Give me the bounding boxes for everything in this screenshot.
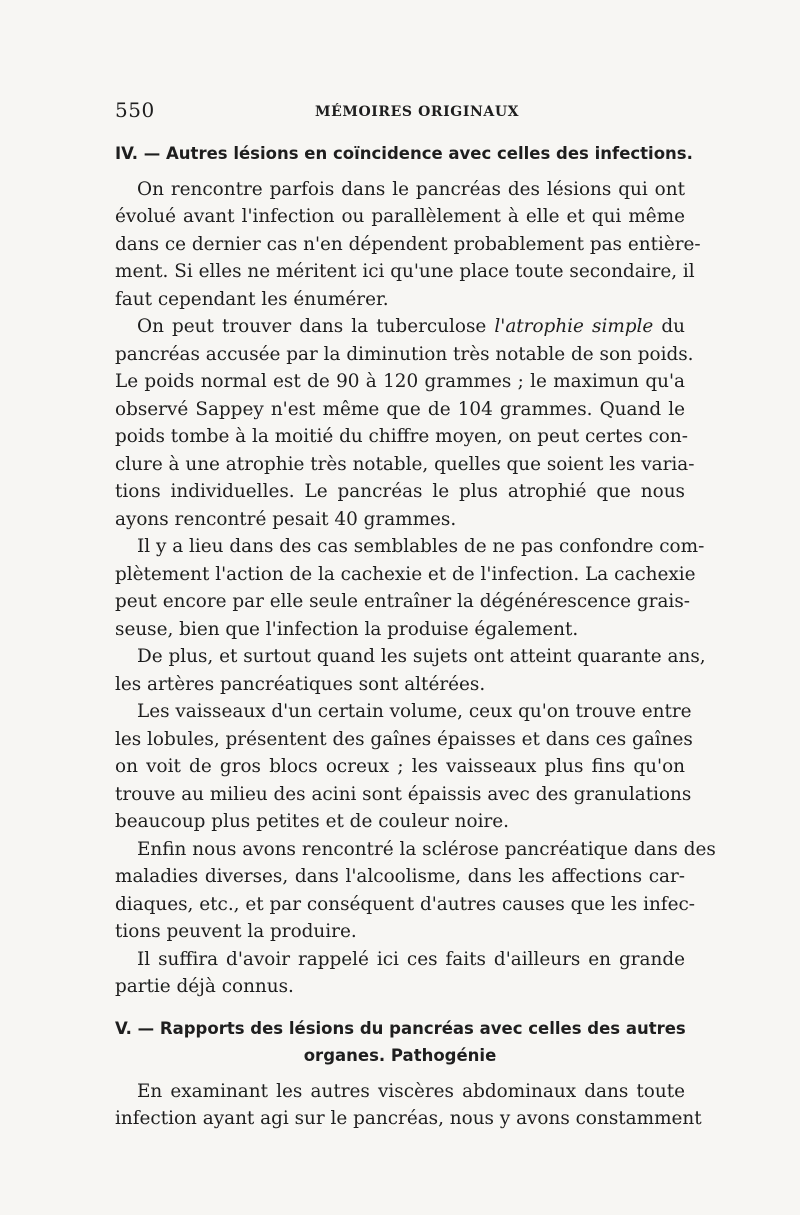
paragraph-line: tions individuelles. Le pancréas le plus atrophié que nous — [115, 481, 685, 502]
paragraph-line: clure à une atrophie très notable, quelles que soient les varia- — [115, 453, 695, 475]
paragraph-line: De plus, et surtout quand les sujets ont atteint quarante ans, — [137, 646, 706, 667]
paragraph-line: partie déjà connus. — [115, 976, 294, 997]
section-heading-v-continued: organes. Pathogénie — [303, 1046, 497, 1065]
body-text — [115, 140, 716, 1133]
paragraph-line: diaques, etc., et par conséquent d'autres causes que les infec- — [115, 893, 695, 915]
paragraph-line: plètement l'action de la cachexie et de l'infection. La cachexie — [115, 563, 696, 585]
paragraph-line: Il suffira d'avoir rappelé ici ces faits d'ailleurs en grande — [137, 948, 685, 970]
paragraph-line: trouve au milieu des acini sont épaissis avec des granulations — [115, 783, 692, 805]
page-header — [115, 98, 685, 128]
paragraph-line: observé Sappey n'est même que de 104 grammes. Quand le — [115, 398, 685, 420]
paragraph-line: tions peuvent la produire. — [115, 921, 357, 942]
paragraph-line: maladies diverses, dans l'alcoolisme, dans les affections car- — [115, 866, 685, 887]
paragraph-line: Il y a lieu dans des cas semblables de ne pas confondre com- — [137, 536, 705, 557]
paragraph-line: ment. Si elles ne méritent ici qu'une place toute secondaire, il — [115, 261, 695, 282]
paragraph-line: infection ayant agi sur le pancréas, nous y avons constamment — [115, 1108, 702, 1129]
paragraph-line: Enfin nous avons rencontré la sclérose pancréatique dans des — [137, 838, 716, 860]
paragraph-line: On rencontre parfois dans le pancréas des lésions qui ont — [137, 178, 685, 200]
section-heading-v: V. — Rapports des lésions du pancréas avec celles des autres — [115, 1018, 686, 1038]
paragraph-line: ayons rencontré pesait 40 grammes. — [115, 508, 457, 530]
paragraph-line: En examinant les autres viscères abdominaux dans toute — [137, 1080, 685, 1102]
italic-term: l'atrophie simple — [494, 316, 654, 337]
text-run: On peut trouver dans la tuberculose — [137, 316, 495, 337]
running-head: MÉMOIRES ORIGINAUX — [315, 104, 520, 120]
paragraph-line: évolué avant l'infection ou parallèlement à elle et qui même — [115, 206, 685, 227]
paragraph-line: beaucoup plus petites et de couleur noire. — [115, 811, 509, 832]
paragraph-line: Les vaisseaux d'un certain volume, ceux qu'on trouve entre — [137, 701, 692, 722]
paragraph-line: pancréas accusée par la diminution très notable de son poids. — [115, 343, 694, 365]
paragraph-line-with-italic — [115, 313, 685, 341]
page-number: 550 — [115, 98, 155, 122]
paragraph-line: Le poids normal est de 90 à 120 grammes ; le maximun qu'a — [115, 371, 685, 392]
section-heading-iv: IV. — Autres lésions en coïncidence avec celles des infections. — [115, 144, 693, 163]
paragraph-line: les artères pancréatiques sont altérées. — [115, 673, 486, 695]
paragraph-line: seuse, bien que l'infection la produise également. — [115, 618, 579, 640]
paragraph-line: faut cependant les énumérer. — [115, 288, 389, 310]
text-run: du — [653, 316, 685, 337]
paragraph-line: dans ce dernier cas n'en dépendent probablement pas entière- — [115, 233, 701, 255]
paragraph-line: poids tombe à la moitié du chiffre moyen, on peut certes con- — [115, 426, 688, 447]
paragraph-line: peut encore par elle seule entraîner la dégénérescence grais- — [115, 591, 690, 612]
paragraph-line: on voit de gros blocs ocreux ; les vaisseaux plus fins qu'on — [115, 756, 685, 777]
paragraph-line: les lobules, présentent des gaînes épaisses et dans ces gaînes — [115, 728, 693, 750]
